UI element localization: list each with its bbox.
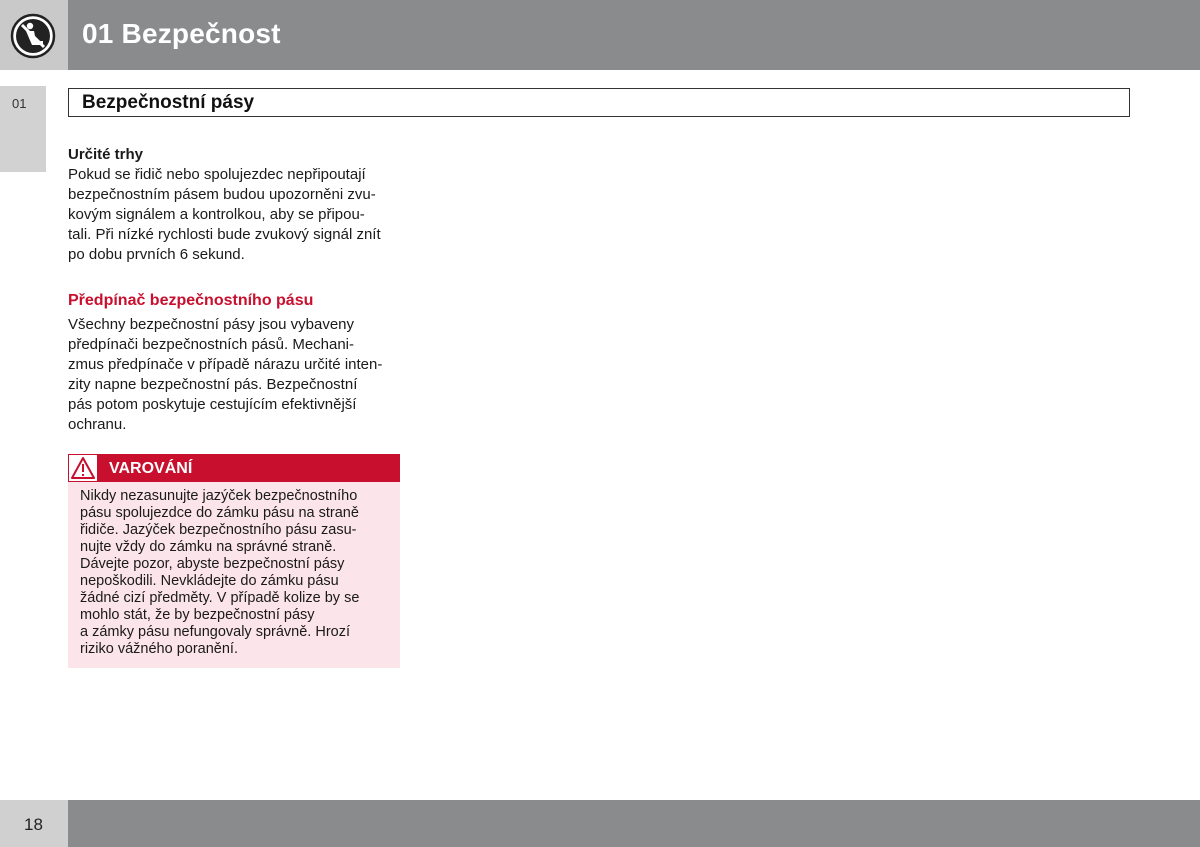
warning-line: Dávejte pozor, abyste bezpečnostní pásy [80, 556, 345, 572]
heading-pretensioner: Předpínač bezpečnostního pásu [68, 292, 314, 309]
chapter-title: 01 Bezpečnost [82, 18, 281, 49]
warning-box [68, 454, 400, 668]
warning-body [68, 482, 400, 668]
warning-line: pásu spolujezdce do zámku pásu na straně [80, 505, 359, 521]
text-line: zmus předpínače v případě nárazu určité inten- [68, 356, 383, 373]
seatbelt-icon [10, 13, 56, 59]
warning-line: Nikdy nezasunujte jazýček bezpečnostního [80, 488, 358, 504]
heading-certain-markets: Určité trhy [68, 146, 144, 163]
warning-line: nujte vždy do zámku na správné straně. [80, 539, 337, 555]
text-line: zity napne bezpečnostní pás. Bezpečnostní [68, 376, 358, 393]
text-line: Pokud se řidič nebo spolujezdec nepřipoutají [68, 166, 366, 183]
section-title: Bezpečnostní pásy [82, 92, 255, 113]
warning-triangle-icon [71, 456, 95, 480]
content-column [68, 145, 400, 668]
page-number: 18 [24, 815, 43, 834]
warning-header [68, 454, 400, 482]
text-line: tali. Při nízké rychlosti bude zvukový signál znít [68, 226, 381, 243]
footer-bar [68, 800, 1200, 847]
text-line: po dobu prvních 6 sekund. [68, 246, 245, 263]
side-tab-label: 01 [12, 96, 27, 111]
warning-line: riziko vážného poranění. [80, 641, 238, 657]
warning-line: řidiče. Jazýček bezpečnostního pásu zasu- [80, 522, 357, 538]
text-line: pás potom poskytuje cestujícím efektivnější [68, 396, 357, 413]
warning-line: mohlo stát, že by bezpečnostní pásy [80, 607, 315, 623]
paragraph-pretensioner [68, 315, 400, 435]
text-line: kovým signálem a kontrolkou, aby se připou- [68, 206, 365, 223]
warning-title: VAROVÁNÍ [109, 460, 193, 477]
text-line: ochranu. [68, 416, 127, 433]
text-line: bezpečnostním pásem budou upozorněni zvu- [68, 186, 376, 203]
header-left-block [0, 0, 68, 70]
paragraph-reminder [68, 165, 400, 265]
text-line: Všechny bezpečnostní pásy jsou vybaveny [68, 316, 355, 333]
warning-line: a zámky pásu nefungovaly správně. Hrozí [80, 624, 350, 640]
warning-line: žádné cizí předměty. V případě kolize by se [80, 590, 360, 606]
text-line: předpínači bezpečnostních pásů. Mechani- [68, 336, 355, 353]
warning-icon-box [69, 455, 97, 481]
warning-line: nepoškodili. Nevkládejte do zámku pásu [80, 573, 339, 589]
